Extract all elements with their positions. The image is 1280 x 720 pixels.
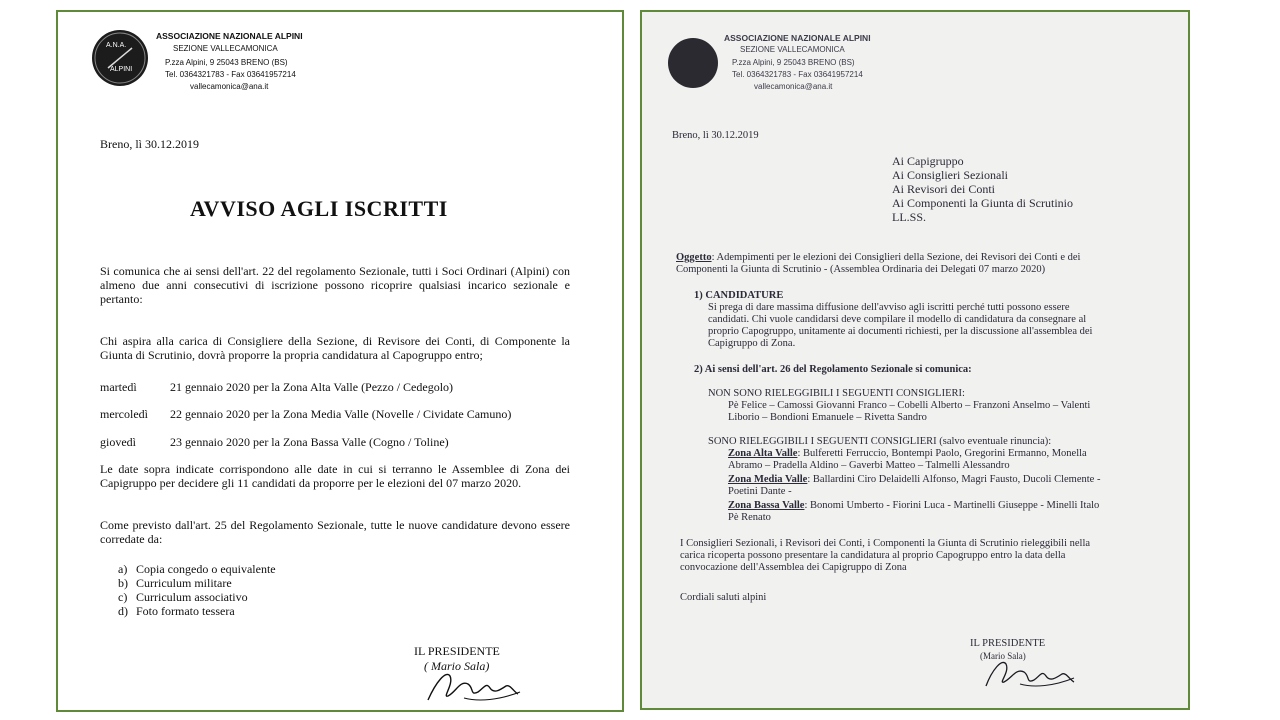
email: vallecamonica@ana.it [190,82,269,91]
list-item-d: Foto formato tessera [136,604,235,618]
list-letter-d: d) [118,604,128,618]
letter-date: Breno, lì 30.12.2019 [100,137,199,151]
ana-logo-faded [668,38,718,88]
signature-name: (Mario Sala) [980,651,1026,661]
subject-label: Oggetto [676,252,712,263]
letter-date: Breno, lì 30.12.2019 [672,130,759,141]
list-letter-a: a) [118,562,128,576]
handwritten-signature [982,652,1077,692]
ana-logo [92,30,148,86]
section-1-line-2: candidati. Chi vuole candidarsi deve compilare il modello di candidatura da consegnare al [708,314,1087,325]
feather-icon [92,30,148,86]
section-1-line-3: proprio Capogruppo, unitamente ai documenti richiesti, per la discussione all'assemblea dei [708,326,1093,337]
schedule-day-3: giovedì [100,435,136,449]
zone-alta-line-2: Abramo – Pradella Aldino – Gaverbi Matteo – Talmelli Alessandro [728,460,1010,471]
greeting: Cordiali saluti alpini [680,592,767,603]
section-name: SEZIONE VALLECAMONICA [173,44,278,53]
zone-bassa-line-2: Pè Renato [728,512,771,523]
list-letter-b: b) [118,576,128,590]
logo-text-bottom: ALPINI [110,66,133,73]
paragraph-1: Si comunica che ai sensi dell'art. 22 del regolamento Sezionale, tutti i Soci Ordinari (Alpini) con almeno due anni consecutivi di iscrizione possono ricoprire qualsiasi incarico sezionale e pertanto: [100,264,570,306]
handwritten-signature [424,662,524,707]
subject-line-2: Componenti la Giunta di Scrutinio - (Assemblea Ordinaria dei Delegati 07 marzo 2020) [676,264,1046,275]
subject-line-1 [676,252,1080,265]
signature-title: IL PRESIDENTE [970,638,1046,649]
non-rieleggibili-title: NON SONO RIELEGGIBILI I SEGUENTI CONSIGLIERI: [708,388,965,399]
non-rieleggibili-line-2: Liborio – Bondioni Emanuele – Rivetta Sandro [728,412,927,423]
paragraph-2: Chi aspira alla carica di Consigliere della Sezione, di Revisore dei Conti, di Componente la Giunta di Scrutinio, dovrà proporre la propria candidatura al Capogruppo entro; [100,334,570,362]
schedule-text-1: 21 gennaio 2020 per la Zona Alta Valle (Pezzo / Cedegolo) [170,380,454,394]
non-rieleggibili-line-1: Pè Felice – Camossi Giovanni Franco – Cobelli Alberto – Franzoni Anselmo – Valenti [728,400,1091,411]
section-name: SEZIONE VALLECAMONICA [740,45,845,54]
recipient-3: Ai Revisori dei Conti [892,182,995,196]
closing-line-1: I Consiglieri Sezionali, i Revisori dei Conti, i Componenti la Giunta di Scrutinio rieleggibili nella [680,538,1091,549]
address: P.zza Alpini, 9 25043 BRENO (BS) [732,58,855,67]
phone-fax: Tel. 0364321783 - Fax 03641957214 [165,70,296,79]
left-document-page [56,10,624,712]
signature-title: IL PRESIDENTE [414,644,500,658]
list-item-a: Copia congedo o equivalente [136,562,276,576]
zone-bassa-text-1: : Bonomi Umberto - Fiorini Luca - Martinelli Giuseppe - Minelli Italo [804,500,1100,511]
page-title: AVVISO AGLI ISCRITTI [190,196,448,221]
list-item-c: Curriculum associativo [136,590,248,604]
zone-media-text-1: : Ballardini Ciro Delaidelli Alfonso, Magri Fausto, Ducoli Clemente - [807,474,1101,485]
section-1-title: 1) CANDIDATURE [694,290,784,301]
rieleggibili-title: SONO RIELEGGIBILI I SEGUENTI CONSIGLIERI (salvo eventuale rinuncia): [708,436,1052,447]
org-name: ASSOCIAZIONE NAZIONALE ALPINI [724,33,871,43]
right-document-page [640,10,1190,710]
schedule-day-1: martedì [100,380,137,394]
logo-text-top: A.N.A. [106,42,127,49]
list-item-b: Curriculum militare [136,576,232,590]
recipient-1: Ai Capigruppo [892,154,964,168]
zone-alta-text-1: : Bulferetti Ferruccio, Bontempi Paolo, Gregorini Ermanno, Monella [797,448,1087,459]
zone-alta-line-1 [728,448,1087,461]
closing-line-3: convocazione dell'Assemblea dei Capigruppo di Zona [680,562,907,573]
schedule-text-2: 22 gennaio 2020 per la Zona Media Valle (Novelle / Cividate Camuno) [170,407,512,421]
subject-text-1: : Adempimenti per le elezioni dei Consiglieri della Sezione, dei Revisori dei Conti e dei [711,252,1081,263]
paragraph-4: Come previsto dall'art. 25 del Regolamento Sezionale, tutte le nuove candidature devono essere corredate da: [100,518,570,546]
list-letter-c: c) [118,590,128,604]
zone-alta-label: Zona Alta Valle [728,448,798,459]
paragraph-3: Le date sopra indicate corrispondono alle date in cui si terranno le Assemblee di Zona dei Capigruppo per decidere gli 11 candidati da proporre per le elezioni del 07 marzo 2020. [100,462,570,490]
recipient-5: LL.SS. [892,210,927,224]
recipient-2: Ai Consiglieri Sezionali [892,168,1008,182]
schedule-text-3: 23 gennaio 2020 per la Zona Bassa Valle (Cogno / Toline) [170,435,449,449]
signature-name: ( Mario Sala) [424,659,490,673]
zone-media-line-1 [728,474,1100,487]
zone-media-label: Zona Media Valle [728,474,808,485]
zone-media-line-2: Poetini Dante - [728,486,792,497]
phone-fax: Tel. 0364321783 - Fax 03641957214 [732,70,863,79]
zone-bassa-label: Zona Bassa Valle [728,500,805,511]
zone-bassa-line-1 [728,500,1099,513]
org-name: ASSOCIAZIONE NAZIONALE ALPINI [156,31,303,41]
section-2-title: 2) Ai sensi dell'art. 26 del Regolamento Sezionale si comunica: [694,364,972,375]
section-1-line-4: Capigruppo di Zona. [708,338,796,349]
email: vallecamonica@ana.it [754,82,833,91]
address: P.zza Alpini, 9 25043 BRENO (BS) [165,58,288,67]
closing-line-2: carica ricoperta possono presentare la candidatura al proprio Capogruppo entro la data della [680,550,1066,561]
schedule-day-2: mercoledì [100,407,148,421]
section-1-line-1: Si prega di dare massima diffusione dell'avviso agli iscritti perché tutti possono essere [708,302,1070,313]
recipient-4: Ai Componenti la Giunta di Scrutinio [892,196,1073,210]
